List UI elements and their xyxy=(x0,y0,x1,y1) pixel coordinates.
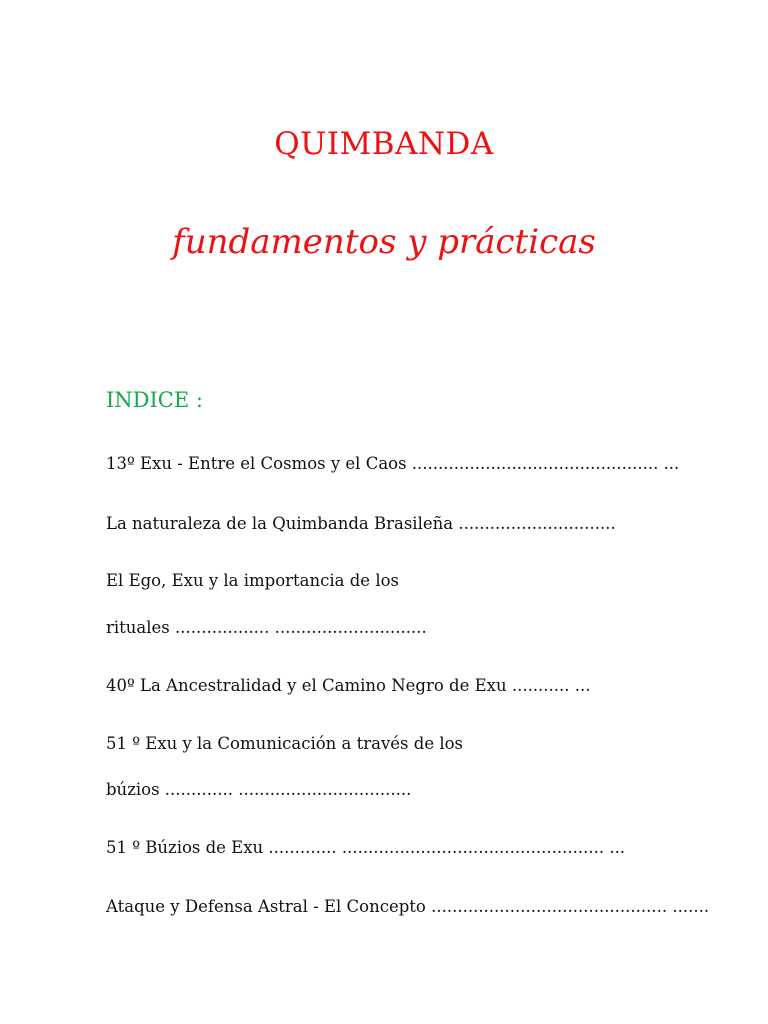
toc-entry-ancestralidad: 40º La Ancestralidad y el Camino Negro de Exu ........... ... xyxy=(106,676,591,695)
toc-entry-buzios-de-exu: 51 º Búzios de Exu ............. .................................................. ... xyxy=(106,838,626,857)
toc-entry-ego-exu-line-2: rituales .................. ............................. xyxy=(106,618,427,637)
toc-entry-exu-cosmos-caos: 13º Exu - Entre el Cosmos y el Caos ............................................... ... xyxy=(106,454,680,473)
document-subtitle: fundamentos y prácticas xyxy=(172,222,596,262)
toc-entry-ego-exu-line-1: El Ego, Exu y la importancia de los xyxy=(106,571,399,590)
toc-entry-ataque-defensa: Ataque y Defensa Astral - El Concepto ............................................. ....... xyxy=(106,897,710,916)
index-heading: INDICE : xyxy=(106,388,203,412)
toc-entry-comunicacion-line-1: 51 º Exu y la Comunicación a través de los xyxy=(106,734,464,753)
toc-entry-comunicacion-line-2: búzios ............. ................................. xyxy=(106,780,412,799)
toc-entry-naturaleza-quimbanda: La naturaleza de la Quimbanda Brasileña .............................. xyxy=(106,514,616,533)
document-title: QUIMBANDA xyxy=(274,126,494,162)
